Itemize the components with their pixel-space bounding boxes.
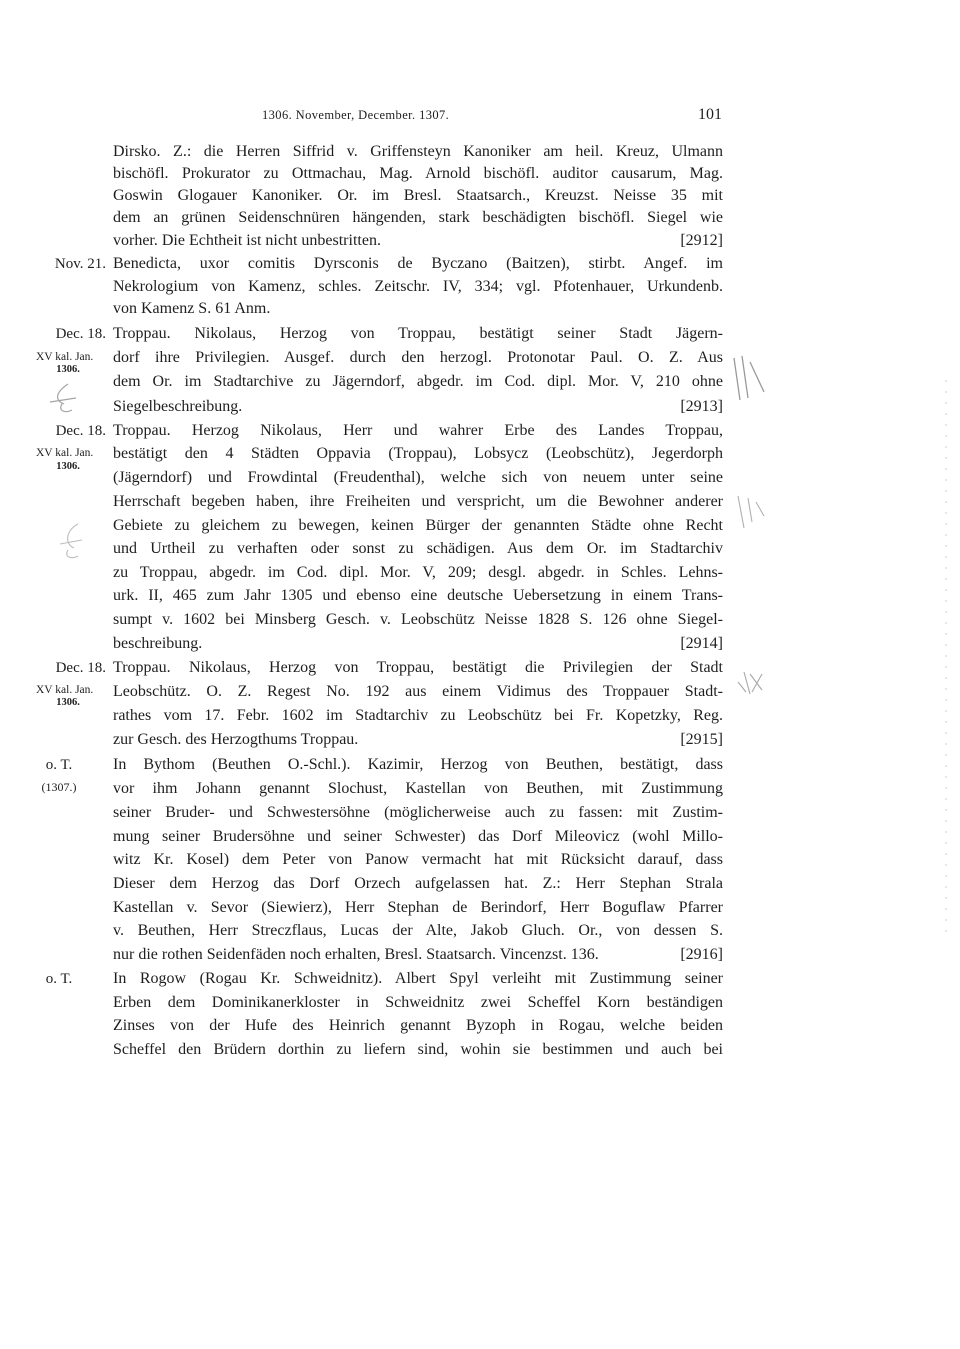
text-line: bestätigt den 4 Städten Oppavia (Troppau), Lobsycz (Leobschütz), Jegerdorph (113, 445, 723, 462)
text-line: bischöfl. Prokurator zu Ottmachau, Mag. Arnold bischöfl. auditor causarum, Mag. (113, 165, 723, 182)
line-text: nur die rothen Seidenfäden noch erhalten, Bresl. Staatsarch. Vincenzst. 136. (113, 946, 599, 963)
text-line: In Rogow (Rogau Kr. Schweidnitz). Albert Spyl verleiht mit Zustimmung seiner (113, 970, 723, 987)
margin-date: Dec. 18. (55, 423, 106, 439)
text-line: (Jägerndorf) und Frowdintal (Freudenthal), welche sich von neuem unter seine (113, 469, 723, 486)
pencil-annotation-icon (734, 492, 768, 532)
text-line: sumpt v. 1602 bei Minsberg Gesch. v. Leobschütz Neisse 1828 S. 126 ohne Siegel- (113, 611, 723, 628)
text-line: dem an grünen Seidenschnüren hängenden, stark beschädigten bischöfl. Siegel wie (113, 209, 723, 226)
running-head: 1306. November, December. 1307. (262, 108, 450, 122)
text-line (113, 634, 723, 656)
line-text: zur Gesch. des Herzogthums Troppau. (113, 731, 359, 748)
text-line: Leobschütz. O. Z. Regest No. 192 aus einem Vidimus des Troppauer Stadt- (113, 683, 723, 700)
text-line: rathes vom 17. Febr. 1602 im Stadtarchiv zu Leobschütz bei Fr. Kopetzky, Reg. (113, 707, 723, 724)
text-line: urk. II, 465 zum Jahr 1305 und ebenso eine deutsche Uebersetzung in einem Trans- (113, 587, 723, 604)
text-line: und Urtheil zu verhaften oder sonst zu schädigen. Aus dem Or. im Stadtarchiv (113, 540, 723, 557)
text-line: mung seiner Brudersöhne und seiner Schwester) das Dorf Mileovicz (wohl Millo- (113, 828, 723, 845)
text-line: Gebiete zu gleichem zu bewegen, keinen Bürger der genannten Städte ohne Recht (113, 517, 723, 534)
text-line: Dieser dem Herzog das Dorf Orzech aufgelassen hat. Z.: Herr Stephan Strala (113, 875, 723, 892)
text-line: In Bythom (Beuthen O.-Schl.). Kazimir, Herzog von Beuthen, bestätigt, dass (113, 756, 723, 773)
margin-date: Dec. 18. (55, 660, 106, 676)
margin-date: o. T. (45, 757, 73, 773)
text-line: Erben dem Dominikanerkloster in Schweidnitz zwei Scheffel Korn beständigen (113, 994, 723, 1011)
text-line: Scheffel den Brüdern dorthin zu liefern sind, wohin sie bestimmen und auch bei (113, 1041, 723, 1058)
line-text: beschreibung. (113, 635, 203, 652)
text-line: Troppau. Nikolaus, Herzog von Troppau, bestätigt die Privilegien der Stadt (113, 659, 723, 676)
margin-year: 1306. (56, 697, 80, 708)
text-line: Benedicta, uxor comitis Dyrsconis de Byczano (Baitzen), stirbt. Angef. im (113, 255, 723, 272)
text-line: Dirsko. Z.: die Herren Siffrid v. Griffensteyn Kanoniker am heil. Kreuz, Ulmann (113, 143, 723, 160)
text-line: Kastellan v. Sevor (Siewierz), Herr Stephan de Berindorf, Herr Boguflaw Pfarrer (113, 899, 723, 916)
pencil-annotation-icon (728, 352, 768, 406)
text-line: witz Kr. Kosel) dem Peter von Panow vermacht hat mit Rücksicht darauf, dass (113, 851, 723, 868)
margin-date: Nov. 21. (54, 256, 106, 272)
text-line: Troppau. Herzog Nikolaus, Herr und wahrer Erbe des Landes Troppau, (113, 422, 723, 439)
pencil-annotation-icon (46, 380, 82, 416)
margin-year: (1307.) (41, 780, 77, 794)
text-line: von Kamenz S. 61 Anm. (113, 300, 271, 317)
margin-calendar-date: XV kal. Jan. (36, 684, 94, 696)
margin-calendar-date: XV kal. Jan. (36, 351, 94, 363)
page-number: 101 (698, 106, 722, 123)
text-line: Goswin Glogauer Kanoniker. Or. im Bresl. Staatsarch., Kreuzst. Neisse 35 mit (113, 187, 723, 204)
entry-number: [2912] (680, 232, 723, 249)
margin-year: 1306. (56, 461, 80, 472)
line-text: Siegelbeschreibung. (113, 398, 243, 415)
text-line: vor ihm Johann genannt Slochust, Kastellan von Beuthen, mit Zustimmung (113, 780, 723, 797)
text-line (113, 730, 723, 752)
margin-dotted-line (942, 380, 950, 940)
entry-number: [2914] (680, 635, 723, 652)
text-line: Troppau. Nikolaus, Herzog von Troppau, bestätigt seiner Stadt Jägern- (113, 325, 723, 342)
line-text: vorher. Die Echtheit ist nicht unbestritten. (113, 232, 381, 249)
text-line: dorf ihre Privilegien. Ausgef. durch den herzogl. Protonotar Paul. O. Z. Aus (113, 349, 723, 366)
entry-number: [2915] (680, 731, 723, 748)
pencil-annotation-icon (734, 668, 768, 696)
margin-year: 1306. (56, 364, 80, 375)
text-line: dem Or. im Stadtarchive zu Jägerndorf, abgedr. im Cod. dipl. Mor. V, 210 ohne (113, 373, 723, 390)
text-line: v. Beuthen, Herr Streczflaus, Lucas der Alte, Jakob Gluch. Or., von dessen S. (113, 922, 723, 939)
text-line: Nekrologium von Kamenz, schles. Zeitschr. IV, 334; vgl. Pfotenhauer, Urkundenb. (113, 278, 723, 295)
entry-number: [2913] (680, 398, 723, 415)
margin-date: Dec. 18. (55, 326, 106, 342)
pencil-annotation-icon (54, 520, 88, 564)
text-line (113, 397, 723, 419)
text-line (113, 231, 723, 253)
margin-calendar-date: XV kal. Jan. (36, 447, 94, 459)
text-line (113, 945, 723, 967)
text-line: Zinses von der Hufe des Heinrich genannt Byzoph in Rogau, welche beiden (113, 1017, 723, 1034)
entry-number: [2916] (680, 946, 723, 963)
margin-date: o. T. (45, 971, 73, 987)
text-line: Herrschaft begeben haben, ihre Freiheiten und verspricht, um die Bewohner anderer (113, 493, 723, 510)
text-line: zu Troppau, abgedr. im Cod. dipl. Mor. V, 209; desgl. abgedr. in Schles. Lehns- (113, 564, 723, 581)
text-line: seiner Bruder- und Schwestersöhne (möglicherweise auch zu fassen: mit Zustim- (113, 804, 723, 821)
